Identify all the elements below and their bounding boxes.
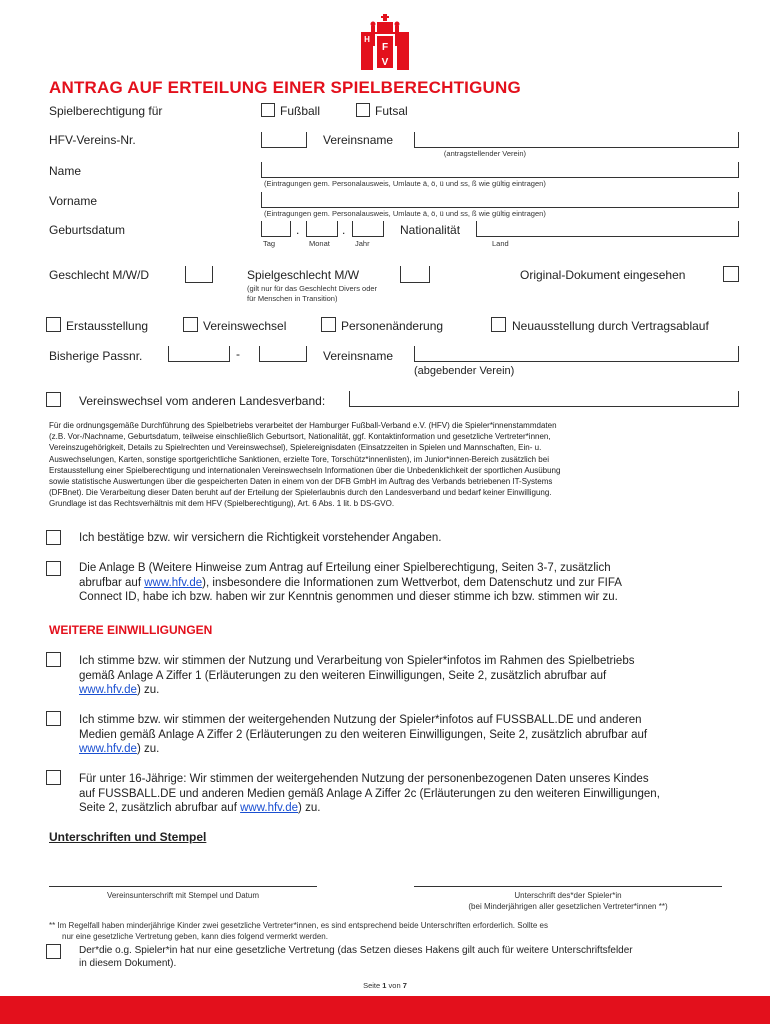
fussball-checkbox[interactable] <box>261 103 275 117</box>
erstausstellung-label: Erstausstellung <box>66 319 149 333</box>
datenschutz-paragraph: Für die ordnungsgemäße Durchführung des Spielbetriebs verarbeitet der Hamburger Fußball-Verband e.V. (HFV) die Spieler*innenstammdaten (z.B. Vor-/Nachname, Geburtsdatum, teilweise einschließlich Geburtsort, Nationalität, ggf. Kontaktinformation und gesetzliche Vertreter*innen, Vereinszugehörigkeit, Details zu Spielrechten und Vereinswechsel), Spielereignisdaten (Einsatzzeiten in Spielen und Mannschaften, Ein- u. Auswechselungen, Karten, sonstige sportgerichtliche Sanktionen, erzielte Tore, Torschütz*innenlisten), im Junior*innen-Bereich zusätzlich bei Erstausstellung einer Spielberechtigung und internationalen Vereinswechseln Informationen über die Unbedenklichkeit der sportlichen Ausübung sowie statistische Auswertungen über die gespeicherten Daten in einem von der DFB GmbH im Auftrag des Verbands betriebenen IT-Systems (DFBnet). Die Verarbeitung dieser Daten beruht auf der Erteilung der Spielerlaubnis durch den Landesverband und bedarf keiner Einwilligung. Grundlage ist das Rechtsverhältnis mit dem HFV (Spielberechtigung), Art. 6 Abs. 1 lit. b DS-GVO. <box>49 421 561 509</box>
date-dot-2: . <box>342 223 346 237</box>
vereinsunterschrift-caption: Vereinsunterschrift mit Stempel und Datum <box>106 891 260 900</box>
einzelvertretung-checkbox[interactable] <box>46 944 61 959</box>
einwilligung-3-text: Für unter 16-Jährige: Wir stimmen der weitergehenden Nutzung der personenbezogenen Daten unseres Kindes auf FUSSBALL.DE und anderen Medien gemäß Anlage A Ziffer 2c (Erläuterungen zu den weiteren Einwilligungen, Seite 2, zusätzlich abrufbar auf www.hfv.de) zu. <box>79 773 660 814</box>
spielerunterschrift-line[interactable] <box>414 886 722 887</box>
hfv-link[interactable]: www.hfv.de <box>79 684 137 696</box>
unterschriften-heading: Unterschriften und Stempel <box>49 830 207 844</box>
vorname-label: Vorname <box>49 194 98 208</box>
richtigkeit-text: Ich bestätige bzw. wir versichern die Richtigkeit vorstehender Angaben. <box>79 532 442 544</box>
name-label: Name <box>49 164 82 178</box>
page-title: ANTRAG AUF ERTEILUNG EINER SPIELBERECHTIGUNG <box>49 78 521 97</box>
einwilligung-2-text: Ich stimme bzw. wir stimmen der weitergehenden Nutzung der Spieler*infotos auf FUSSBALL.DE und anderen Medien gemäß Anlage A Ziffer 2 (Erläuterungen zu den weiteren Einwilligungen, Seite 2, zusätzlich abrufbar auf www.hfv.de) zu. <box>79 714 648 755</box>
anlage-b-checkbox[interactable] <box>46 561 61 576</box>
abgebender-vereinsname-field[interactable] <box>414 346 739 362</box>
futsal-label: Futsal <box>375 104 408 118</box>
hfv-link[interactable]: www.hfv.de <box>144 576 203 589</box>
spielgeschlecht-hint-1: (gilt nur für das Geschlecht Divers oder <box>247 284 378 293</box>
neuausstellung-checkbox[interactable] <box>491 317 506 332</box>
vertreter-note-2: nur eine gesetzliche Vertretung geben, kann dies folgend vermerkt werden. <box>62 932 328 941</box>
passnr-field-2[interactable] <box>259 346 307 362</box>
bisherige-passnr-label: Bisherige Passnr. <box>49 349 143 363</box>
footer-bar <box>0 996 770 1024</box>
einwilligung-1-text: Ich stimme bzw. wir stimmen der Nutzung und Verarbeitung von Spieler*infotos im Rahmen des Spielbetriebs gemäß Anlage A Ziffer 1 (Erläuterungen zu den weiteren Einwilligungen, Seite 2, zusätzlich abrufbar auf www.hfv.de) zu. <box>79 655 635 696</box>
hfv-link[interactable]: www.hfv.de <box>79 743 137 755</box>
name-hint: (Eintragungen gem. Personalausweis, Umlaute ä, ö, ü und ss, ß wie gültig eintragen) <box>264 179 546 188</box>
geschlecht-label: Geschlecht M/W/D <box>49 268 150 282</box>
nationalitaet-label: Nationalität <box>400 223 461 237</box>
einzelvertretung-text-1: Der*die o.g. Spieler*in hat nur eine gesetzliche Vertretung (das Setzen dieses Hakens gilt auch für weitere Unterschriftsfelder <box>79 945 633 956</box>
svg-text:F: F <box>381 42 389 53</box>
svg-text:V: V <box>381 57 389 68</box>
jahr-field[interactable] <box>352 221 384 237</box>
spielgeschlecht-label: Spielgeschlecht M/W <box>247 268 360 282</box>
vorname-hint: (Eintragungen gem. Personalausweis, Umlaute ä, ö, ü und ss, ß wie gültig eintragen) <box>264 209 546 218</box>
landesverband-checkbox[interactable] <box>46 392 61 407</box>
hfv-logo <box>357 12 413 72</box>
personenaenderung-label: Personenänderung <box>341 319 444 333</box>
tag-field[interactable] <box>261 221 291 237</box>
name-field[interactable] <box>261 162 739 178</box>
einzelvertretung-text-2: in diesem Dokument). <box>79 958 177 969</box>
spielgeschlecht-hint-2: für Menschen in Transition) <box>247 294 338 303</box>
spielberechtigung-label: Spielberechtigung für <box>49 104 163 118</box>
nationalitaet-field[interactable] <box>476 221 739 237</box>
original-dokument-checkbox[interactable] <box>723 266 739 282</box>
vereinsunterschrift-line[interactable] <box>49 886 317 887</box>
hfv-link[interactable]: www.hfv.de <box>240 802 299 814</box>
landesverband-field[interactable] <box>349 391 739 407</box>
abgebender-verein-hint: (abgebender Verein) <box>414 365 515 377</box>
vereinsname-label: Vereinsname <box>323 133 394 147</box>
svg-text:H: H <box>364 35 370 44</box>
vereinsname-hint: (antragstellender Verein) <box>443 149 527 158</box>
monat-field[interactable] <box>306 221 338 237</box>
page-number: Seite 1 von 7 <box>363 981 407 990</box>
vereinsname-field[interactable] <box>414 132 739 148</box>
passnr-field-1[interactable] <box>168 346 230 362</box>
tag-caption: Tag <box>263 239 276 248</box>
vorname-field[interactable] <box>261 192 739 208</box>
vereins-nr-label: HFV-Vereins-Nr. <box>49 133 136 147</box>
vertreter-note-1: ** Im Regelfall haben minderjährige Kinder zwei gesetzliche Vertreter*innen, es sind entsprechend beide Unterschriften erforderlich. Sollte es <box>49 921 548 930</box>
futsal-checkbox[interactable] <box>356 103 370 117</box>
vereinswechsel-checkbox[interactable] <box>183 317 198 332</box>
passnr-dash: - <box>236 347 240 361</box>
spielerunterschrift-caption-2: (bei Minderjährigen aller gesetzlichen Vertreter*innen **) <box>468 902 668 911</box>
landesverband-label: Vereinswechsel vom anderen Landesverband: <box>79 394 326 408</box>
anlage-b-text: Die Anlage B (Weitere Hinweise zum Antrag auf Erteilung einer Spielberechtigung, Seiten 3-7, zusätzlich abrufbar auf www.hfv.de), insbesondere die Informationen zum Wettverbot, dem Datenschutz und zur FIFA Connect ID, habe ich bzw. haben wir zur Kenntnis genommen und dieser stimme ich bzw. stimmen wir zu. <box>79 562 622 603</box>
einwilligung-3-checkbox[interactable] <box>46 770 61 785</box>
einwilligungen-heading: WEITERE EINWILLIGUNGEN <box>49 623 213 637</box>
geschlecht-field[interactable] <box>185 266 213 283</box>
neuausstellung-label: Neuausstellung durch Vertragsablauf <box>512 319 709 333</box>
land-caption: Land <box>492 239 509 248</box>
monat-caption: Monat <box>309 239 330 248</box>
geburtsdatum-label: Geburtsdatum <box>49 223 126 237</box>
vereinswechsel-label: Vereinswechsel <box>203 319 287 333</box>
date-dot-1: . <box>296 223 300 237</box>
spielerunterschrift-caption-1: Unterschrift des*der Spieler*in <box>514 891 622 900</box>
vereins-nr-field[interactable] <box>261 132 307 148</box>
abgebender-vereinsname-label: Vereinsname <box>323 349 394 363</box>
einwilligung-2-checkbox[interactable] <box>46 711 61 726</box>
fussball-label: Fußball <box>280 104 321 118</box>
original-dokument-label: Original-Dokument eingesehen <box>520 268 686 282</box>
einwilligung-1-checkbox[interactable] <box>46 652 61 667</box>
richtigkeit-checkbox[interactable] <box>46 530 61 545</box>
spielgeschlecht-field[interactable] <box>400 266 430 283</box>
personenaenderung-checkbox[interactable] <box>321 317 336 332</box>
erstausstellung-checkbox[interactable] <box>46 317 61 332</box>
jahr-caption: Jahr <box>355 239 370 248</box>
